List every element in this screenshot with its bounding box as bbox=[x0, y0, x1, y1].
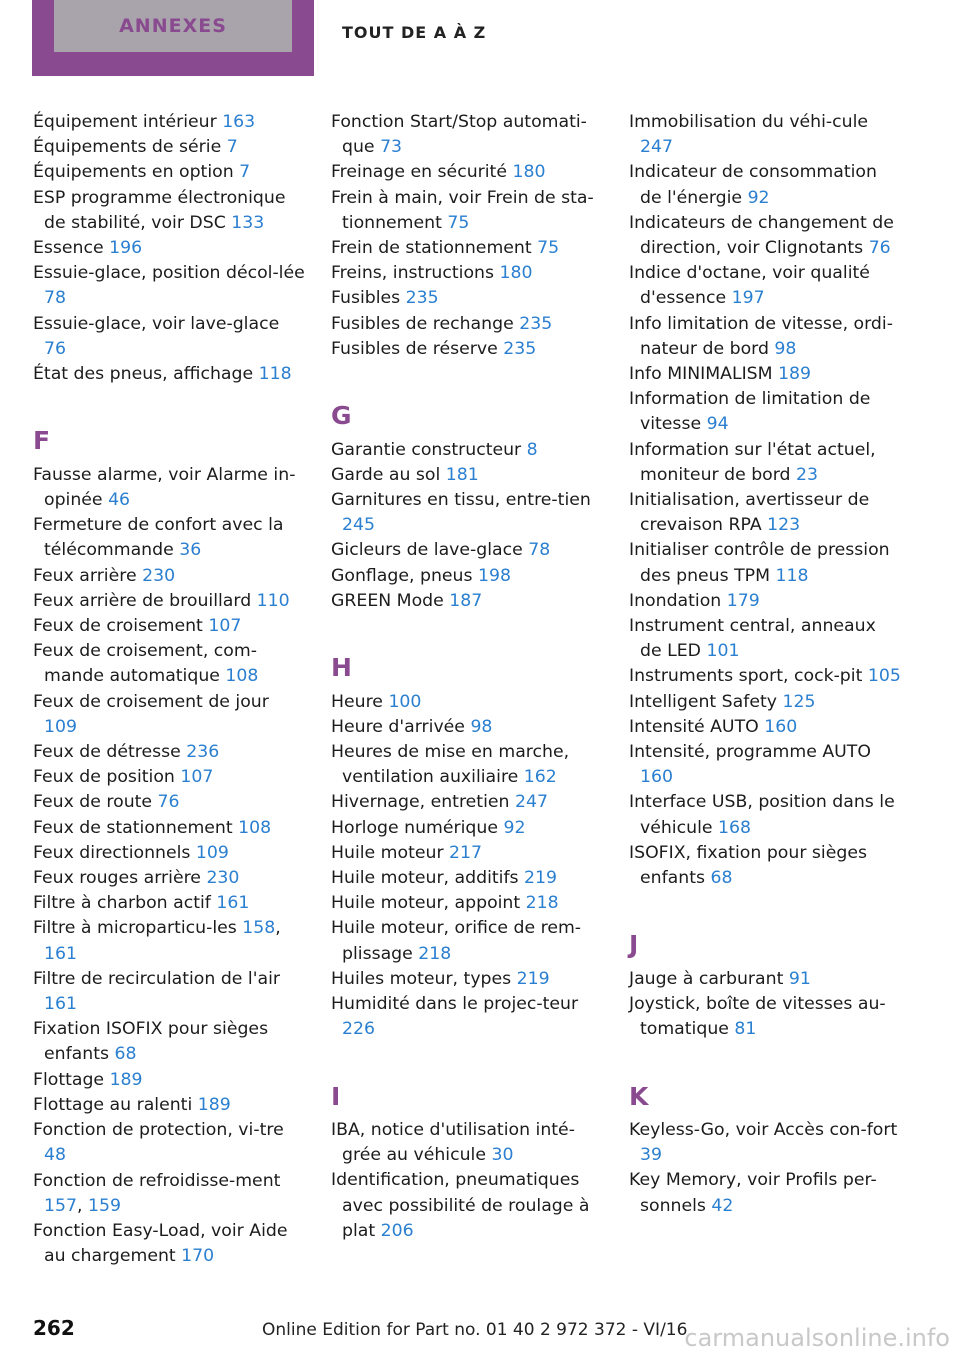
page-reference-link[interactable]: 133 bbox=[231, 212, 265, 233]
page-reference-link[interactable]: 7 bbox=[226, 137, 238, 158]
page-reference-link[interactable]: 217 bbox=[449, 842, 483, 863]
index-entry-term: Freins, instructions bbox=[331, 263, 500, 284]
index-entry bbox=[331, 690, 603, 715]
watermark: carmanualsonline.info bbox=[684, 1324, 950, 1352]
index-entry-term: Fonction de protection, vi-tre bbox=[33, 1120, 284, 1141]
index-entry-term: Keyless-Go, voir Accès con-fort bbox=[629, 1120, 898, 1141]
index-entry-term: Info limitation de vitesse, ordi-nateur de bord bbox=[629, 313, 893, 359]
index-entry-term: Filtre de recirculation de l'air bbox=[33, 968, 280, 989]
page-reference-link[interactable]: 78 bbox=[44, 288, 66, 309]
index-letter-heading: J bbox=[629, 930, 639, 960]
index-entry-term: Fausse alarme, voir Alarme in-opinée bbox=[33, 464, 296, 511]
index-letter-heading: H bbox=[331, 653, 352, 683]
index-entry bbox=[331, 816, 603, 841]
index-entry-term: Fonction Start/Stop automati-que bbox=[331, 112, 587, 158]
section-tab bbox=[32, 0, 314, 76]
index-entry-term: Garnitures en tissu, entre-tien bbox=[331, 490, 591, 511]
index-entry bbox=[331, 866, 603, 891]
index-entry-term: Garantie constructeur bbox=[331, 439, 527, 460]
page-reference-link[interactable]: 30 bbox=[491, 1145, 514, 1166]
index-entry-term: Initialisation, avertisseur de crevaison RPA bbox=[629, 490, 870, 536]
page-reference-link[interactable]: 230 bbox=[142, 565, 176, 586]
letter-gap bbox=[331, 614, 603, 639]
index-entry bbox=[33, 513, 305, 563]
index-entry-term: Filtre à microparticu-les bbox=[33, 918, 243, 939]
index-entry bbox=[33, 1118, 305, 1168]
index-entry bbox=[33, 866, 305, 891]
index-entry bbox=[33, 186, 305, 236]
index-entry bbox=[331, 790, 603, 815]
index-column-2 bbox=[331, 110, 603, 1244]
index-entry-term: Immobilisation du véhi-cule bbox=[629, 112, 869, 132]
index-entry bbox=[629, 1168, 901, 1218]
index-entry-term: Feux de route bbox=[33, 792, 158, 813]
page-reference-link[interactable]: 235 bbox=[405, 288, 439, 309]
index-entry-term: Intelligent Safety bbox=[629, 691, 783, 712]
index-entry bbox=[33, 891, 305, 916]
index-entry bbox=[629, 110, 901, 160]
index-entry bbox=[33, 362, 305, 387]
index-entry-term: Essence bbox=[33, 238, 110, 259]
index-entry-term: Huiles moteur, types bbox=[331, 968, 517, 989]
index-entry-term: Freinage en sécurité bbox=[331, 162, 513, 183]
index-entry-term: Feux de détresse bbox=[33, 742, 187, 763]
index-letter-heading: I bbox=[331, 1081, 341, 1111]
index-entry bbox=[33, 740, 305, 765]
index-entry-term: Équipements de série bbox=[33, 137, 227, 158]
page-reference-link[interactable]: 158 bbox=[242, 918, 276, 939]
page-reference-link[interactable]: 94 bbox=[706, 414, 729, 435]
page-reference-link[interactable]: 46 bbox=[108, 490, 131, 511]
index-entry-term: Info MINIMALISM bbox=[629, 364, 779, 385]
index-entry-term: Feux arrière bbox=[33, 565, 143, 586]
index-entry-term: Feux de croisement, com-mande automatique bbox=[33, 641, 257, 687]
page-reference-link[interactable]: 109 bbox=[44, 716, 77, 737]
page-reference-link[interactable]: 125 bbox=[782, 691, 816, 712]
page-reference-link[interactable]: 107 bbox=[180, 767, 214, 788]
index-entry-term: Garde au sol bbox=[331, 464, 446, 485]
index-entry-term: Flottage bbox=[33, 1069, 110, 1090]
index-entry-term: Hivernage, entretien bbox=[331, 792, 515, 813]
index-entry-term: Instrument central, anneaux de LED bbox=[629, 616, 876, 662]
index-entry-term: Équipements en option bbox=[33, 162, 240, 183]
index-entry bbox=[331, 110, 603, 160]
letter-gap bbox=[33, 387, 305, 412]
letter-gap bbox=[331, 1042, 603, 1067]
index-entry bbox=[33, 690, 305, 740]
index-entry-term: Key Memory, voir Profils per-sonnels bbox=[629, 1170, 877, 1216]
page-reference-link[interactable]: 91 bbox=[788, 968, 811, 989]
index-entry-term: ESP programme électronique de stabilité, voir DSC bbox=[33, 187, 286, 233]
page-reference-link[interactable]: 187 bbox=[449, 590, 483, 611]
page-reference-link[interactable]: 101 bbox=[706, 641, 740, 662]
index-entry-term: Identification, pneumatiques avec possibilité de roulage à plat bbox=[331, 1170, 590, 1241]
index-entry bbox=[33, 1017, 305, 1067]
page-reference-link[interactable]: 68 bbox=[114, 1044, 137, 1065]
index-entry bbox=[629, 715, 901, 740]
index-entry-term: Huile moteur, orifice de rem-plissage bbox=[331, 918, 582, 964]
page-reference-link[interactable]: 48 bbox=[44, 1145, 66, 1166]
index-entry bbox=[629, 362, 901, 387]
index-entry-term: Feux de croisement bbox=[33, 616, 209, 637]
index-entry bbox=[331, 589, 603, 614]
index-entry-term: Heure bbox=[331, 691, 389, 712]
chapter-title: TOUT DE A À Z bbox=[342, 23, 487, 42]
letter-gap bbox=[331, 362, 603, 387]
index-entry-term: Jauge à carburant bbox=[629, 968, 789, 989]
index-entry-term: GREEN Mode bbox=[331, 590, 450, 611]
index-entry bbox=[33, 261, 305, 311]
index-entry-term: Feux de position bbox=[33, 767, 181, 788]
page-reference-link[interactable]: 98 bbox=[470, 716, 493, 737]
edition-footer: Online Edition for Part no. 01 40 2 972 372 - VI/16 bbox=[262, 1320, 688, 1340]
index-entry-term: Fusibles de rechange bbox=[331, 313, 520, 334]
page-reference-link[interactable]: 189 bbox=[197, 1094, 231, 1115]
letter-gap bbox=[629, 891, 901, 916]
index-entry-term: Gicleurs de lave-glace bbox=[331, 540, 529, 561]
index-entry bbox=[629, 1118, 901, 1168]
index-entry bbox=[331, 261, 603, 286]
index-entry-term: Frein à main, voir Frein de sta-tionnement bbox=[331, 187, 594, 233]
index-entry bbox=[331, 967, 603, 992]
index-entry bbox=[33, 135, 305, 160]
index-entry bbox=[331, 160, 603, 185]
page-reference-link[interactable]: 123 bbox=[767, 515, 801, 536]
index-entry-term: Horloge numérique bbox=[331, 817, 504, 838]
page-reference-link[interactable]: 161 bbox=[44, 943, 77, 964]
index-entry bbox=[331, 564, 603, 589]
index-entry-term: État des pneus, affichage bbox=[33, 364, 259, 385]
index-entry bbox=[33, 312, 305, 362]
index-entry bbox=[33, 614, 305, 639]
index-entry-term: Indice d'octane, voir qualité d'essence bbox=[629, 263, 870, 309]
index-entry-term: Équipement intérieur bbox=[33, 112, 223, 132]
index-entry-term: Information sur l'état actuel, moniteur de bord bbox=[629, 439, 876, 485]
page-reference-link[interactable]: 235 bbox=[503, 338, 537, 359]
page-reference-link[interactable]: 105 bbox=[867, 666, 901, 687]
index-entry-term: Initialiser contrôle de pression des pneus TPM bbox=[629, 540, 890, 586]
page-reference-link[interactable]: 76 bbox=[868, 238, 891, 259]
page-reference-link[interactable]: 76 bbox=[157, 792, 180, 813]
index-entry-term: Humidité dans le projec-teur bbox=[331, 994, 579, 1015]
index-entry-term: ISOFIX, fixation pour sièges enfants bbox=[629, 842, 867, 889]
index-entry-term: Instruments sport, cock-pit bbox=[629, 666, 868, 687]
index-entry-term: Flottage au ralenti bbox=[33, 1094, 198, 1115]
page-reference-link[interactable]: 198 bbox=[477, 565, 511, 586]
index-entry-term: Fonction de refroidisse-ment bbox=[33, 1170, 281, 1191]
index-entry bbox=[331, 438, 603, 463]
page-reference-link[interactable]: 36 bbox=[179, 540, 202, 561]
index-entry bbox=[33, 765, 305, 790]
index-entry bbox=[331, 186, 603, 236]
index-entry-term: Interface USB, position dans le véhicule bbox=[629, 792, 895, 838]
index-entry bbox=[33, 1169, 305, 1219]
index-entry bbox=[331, 236, 603, 261]
index-column-1 bbox=[33, 110, 305, 1269]
index-entry bbox=[33, 967, 305, 1017]
index-entry bbox=[331, 891, 603, 916]
page-reference-link[interactable]: 219 bbox=[524, 868, 558, 889]
page-reference-link[interactable]: 81 bbox=[734, 1019, 757, 1040]
page-reference-link[interactable]: 68 bbox=[710, 868, 733, 889]
page-reference-link[interactable]: 157 bbox=[44, 1195, 77, 1216]
index-letter-heading: K bbox=[629, 1081, 649, 1111]
index-entry-term: Fusibles bbox=[331, 288, 406, 309]
index-entry bbox=[331, 538, 603, 563]
index-entry-term: Inondation bbox=[629, 590, 727, 611]
page-reference-link[interactable]: 108 bbox=[238, 817, 272, 838]
index-entry-term: Fusibles de réserve bbox=[331, 338, 504, 359]
index-entry-term: Feux rouges arrière bbox=[33, 868, 207, 889]
page-reference-link[interactable]: 98 bbox=[774, 338, 797, 359]
index-entry-term: Information de limitation de vitesse bbox=[629, 389, 871, 435]
index-entry bbox=[629, 312, 901, 362]
index-entry bbox=[629, 614, 901, 664]
index-entry bbox=[33, 1219, 305, 1269]
page-reference-link[interactable]: 8 bbox=[526, 439, 538, 460]
index-entry bbox=[331, 715, 603, 740]
index-entry bbox=[33, 110, 305, 135]
index-entry bbox=[331, 916, 603, 966]
index-entry-term: Frein de stationnement bbox=[331, 238, 538, 259]
index-entry bbox=[33, 564, 305, 589]
index-entry bbox=[33, 589, 305, 614]
page-reference-link[interactable]: 107 bbox=[208, 616, 242, 637]
index-entry bbox=[629, 589, 901, 614]
page-reference-link[interactable]: 247 bbox=[640, 137, 673, 158]
index-entry bbox=[629, 690, 901, 715]
page-reference-link[interactable]: 226 bbox=[342, 1019, 375, 1040]
index-entry bbox=[33, 841, 305, 866]
index-entry bbox=[629, 967, 901, 992]
page-reference-link[interactable]: 189 bbox=[778, 364, 812, 385]
index-entry bbox=[33, 160, 305, 185]
page-reference-link[interactable]: 218 bbox=[525, 893, 559, 914]
index-entry-term: Feux directionnels bbox=[33, 842, 196, 863]
index-entry-term: Fonction Easy-Load, voir Aide au chargement bbox=[33, 1220, 288, 1267]
index-entry-term: Essuie-glace, position décol-lée bbox=[33, 263, 305, 284]
page-separator: , bbox=[77, 1195, 88, 1216]
index-entry-term: Huile moteur bbox=[331, 842, 450, 863]
index-entry-term: Filtre à charbon actif bbox=[33, 893, 217, 914]
index-entry bbox=[331, 312, 603, 337]
page-reference-link[interactable]: 218 bbox=[418, 943, 452, 964]
index-column-3 bbox=[629, 110, 901, 1219]
index-entry bbox=[629, 740, 901, 790]
page-reference-link[interactable]: 73 bbox=[380, 137, 403, 158]
index-entry bbox=[629, 160, 901, 210]
index-entry bbox=[629, 387, 901, 437]
index-entry-term: Gonflage, pneus bbox=[331, 565, 478, 586]
page-reference-link[interactable]: 181 bbox=[445, 464, 479, 485]
page-reference-link[interactable]: 160 bbox=[764, 716, 798, 737]
index-entry-term: Indicateurs de changement de direction, voir Clignotants bbox=[629, 212, 894, 259]
page-reference-link[interactable]: 161 bbox=[216, 893, 250, 914]
page-reference-link[interactable]: 180 bbox=[499, 263, 533, 284]
page-reference-link[interactable]: 75 bbox=[447, 212, 470, 233]
index-entry bbox=[33, 790, 305, 815]
index-entry bbox=[33, 816, 305, 841]
page-reference-link[interactable]: 39 bbox=[640, 1145, 662, 1166]
page-reference-link[interactable]: 109 bbox=[195, 842, 229, 863]
index-entry bbox=[629, 488, 901, 538]
page-reference-link[interactable]: 236 bbox=[186, 742, 220, 763]
page-number: 262 bbox=[33, 1316, 75, 1340]
index-entry-term: Feux arrière de brouillard bbox=[33, 590, 257, 611]
page-reference-link[interactable]: 76 bbox=[44, 338, 66, 359]
index-entry bbox=[33, 1093, 305, 1118]
index-entry bbox=[331, 1118, 603, 1168]
page-reference-link[interactable]: 163 bbox=[222, 112, 256, 132]
index-entry-term: IBA, notice d'utilisation inté-grée au véhicule bbox=[331, 1120, 575, 1166]
index-entry bbox=[629, 992, 901, 1042]
index-entry-term: Huile moteur, additifs bbox=[331, 868, 525, 889]
page-reference-link[interactable]: 179 bbox=[726, 590, 760, 611]
index-entry-term: Joystick, boîte de vitesses au-tomatique bbox=[629, 994, 886, 1040]
index-entry bbox=[331, 337, 603, 362]
page-reference-link[interactable]: 159 bbox=[88, 1195, 121, 1216]
page-reference-link[interactable]: 161 bbox=[44, 994, 77, 1015]
index-entry-term: Intensité AUTO bbox=[629, 716, 765, 737]
index-entry bbox=[629, 211, 901, 261]
index-entry bbox=[331, 992, 603, 1042]
page-reference-link[interactable]: 78 bbox=[528, 540, 551, 561]
page-reference-link[interactable]: 92 bbox=[747, 187, 770, 208]
index-entry bbox=[629, 438, 901, 488]
index-entry bbox=[33, 916, 305, 966]
index-entry-term: Feux de stationnement bbox=[33, 817, 239, 838]
index-letter-heading: F bbox=[33, 426, 51, 456]
index-entry bbox=[629, 664, 901, 689]
index-entry-term: Feux de croisement de jour bbox=[33, 691, 269, 712]
index-entry-term: Essuie-glace, voir lave-glace bbox=[33, 313, 280, 334]
index-entry-term: Huile moteur, appoint bbox=[331, 893, 526, 914]
index-entry-term: Heure d'arrivée bbox=[331, 716, 471, 737]
index-entry-term: Intensité, programme AUTO bbox=[629, 742, 871, 763]
section-tab-label: ANNEXES bbox=[54, 0, 292, 52]
page-reference-link[interactable]: 230 bbox=[206, 868, 240, 889]
index-entry bbox=[629, 841, 901, 891]
page-reference-link[interactable]: 197 bbox=[731, 288, 765, 309]
index-entry bbox=[331, 1168, 603, 1244]
page-separator: , bbox=[275, 918, 281, 939]
index-entry bbox=[331, 463, 603, 488]
index-entry bbox=[33, 639, 305, 689]
page-reference-link[interactable]: 245 bbox=[342, 515, 375, 536]
page-reference-link[interactable]: 110 bbox=[256, 590, 290, 611]
page-reference-link[interactable]: 108 bbox=[225, 666, 259, 687]
page-reference-link[interactable]: 170 bbox=[181, 1246, 215, 1267]
index-entry bbox=[629, 261, 901, 311]
index-entry bbox=[331, 488, 603, 538]
index-entry bbox=[629, 790, 901, 840]
letter-gap bbox=[629, 1042, 901, 1067]
page-reference-link[interactable]: 168 bbox=[718, 817, 751, 838]
index-entry bbox=[629, 538, 901, 588]
page-reference-link[interactable]: 235 bbox=[519, 313, 553, 334]
page-reference-link[interactable]: 23 bbox=[796, 464, 819, 485]
page-reference-link[interactable]: 162 bbox=[523, 767, 557, 788]
index-entry bbox=[33, 236, 305, 261]
index-entry-term: Fermeture de confort avec la télécommande bbox=[33, 515, 284, 561]
index-entry bbox=[33, 463, 305, 513]
index-entry-term: Indicateur de consommation de l'énergie bbox=[629, 162, 877, 208]
page-reference-link[interactable]: 100 bbox=[388, 691, 422, 712]
index-entry bbox=[331, 841, 603, 866]
page-reference-link[interactable]: 160 bbox=[640, 767, 673, 788]
page-reference-link[interactable]: 206 bbox=[380, 1220, 414, 1241]
page-reference-link[interactable]: 189 bbox=[109, 1069, 143, 1090]
page-reference-link[interactable]: 247 bbox=[514, 792, 548, 813]
page-reference-link[interactable]: 92 bbox=[503, 817, 526, 838]
index-letter-heading: G bbox=[331, 401, 352, 431]
page-reference-link[interactable]: 75 bbox=[537, 238, 560, 259]
page-reference-link[interactable]: 118 bbox=[775, 565, 809, 586]
page-reference-link[interactable]: 219 bbox=[516, 968, 550, 989]
index-entry-term: Fixation ISOFIX pour sièges enfants bbox=[33, 1019, 269, 1065]
index-entry bbox=[331, 286, 603, 311]
page-reference-link[interactable]: 180 bbox=[512, 162, 546, 183]
index-entry bbox=[33, 1068, 305, 1093]
page-reference-link[interactable]: 196 bbox=[109, 238, 143, 259]
index-entry-term: Heures de mise en marche, ventilation auxiliaire bbox=[331, 742, 570, 788]
page-reference-link[interactable]: 7 bbox=[239, 162, 251, 183]
index-entry bbox=[331, 740, 603, 790]
page-reference-link[interactable]: 118 bbox=[258, 364, 292, 385]
page-reference-link[interactable]: 42 bbox=[711, 1195, 734, 1216]
